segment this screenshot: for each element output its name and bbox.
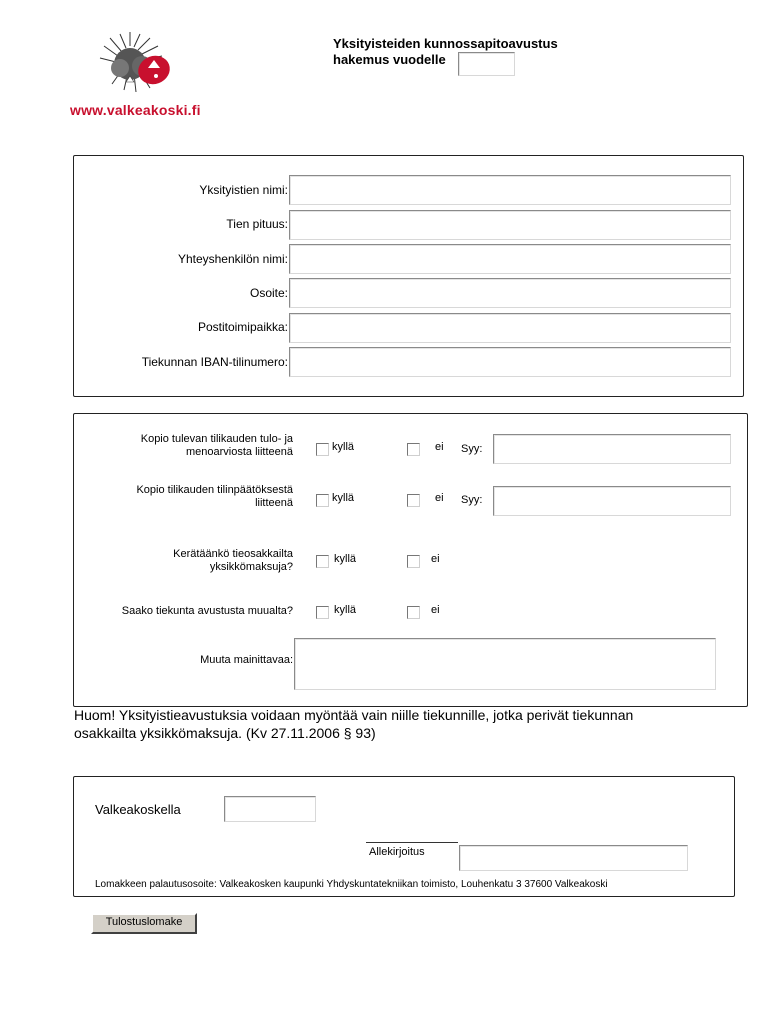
notice-line1: Huom! Yksityistieavustuksia voidaan myöntää vain niille tiekunnille, jotka perivät tiekunnan	[74, 707, 634, 723]
post-office-label: Postitoimipaikka:	[197, 320, 288, 334]
print-form-button[interactable]: Tulostuslomake	[91, 913, 197, 934]
q2-yes-label: kyllä	[332, 492, 355, 504]
road-name-input[interactable]	[289, 175, 731, 205]
q1-yes-label: kyllä	[332, 441, 355, 453]
address-input[interactable]	[289, 278, 731, 308]
q2-no-label: ei	[435, 492, 444, 504]
other-textarea[interactable]	[294, 638, 716, 690]
date-input[interactable]	[224, 796, 316, 822]
q3-yes-checkbox[interactable]	[316, 555, 329, 568]
q3-label-line1: Kerätäänkö tieosakkailta	[173, 548, 293, 560]
logo-url-text: www.valkeakoski.fi	[70, 102, 201, 118]
year-input[interactable]	[458, 52, 515, 76]
q3-label-line2: yksikkömaksuja?	[209, 561, 293, 573]
q2-yes-checkbox[interactable]	[316, 494, 329, 507]
q2-label-line1: Kopio tilikauden tilinpäätöksestä	[136, 484, 293, 496]
signature-line	[366, 842, 458, 843]
q1-reason-label: Syy:	[461, 443, 483, 455]
iban-input[interactable]	[289, 347, 731, 377]
contact-name-input[interactable]	[289, 244, 731, 274]
q2-no-checkbox[interactable]	[407, 494, 420, 507]
other-label: Muuta mainittavaa:	[200, 654, 293, 666]
q2-reason-label: Syy:	[461, 494, 483, 506]
place-label: Valkeakoskella	[95, 802, 181, 817]
form-title-line1: Yksityisteiden kunnossapitoavustus	[333, 36, 558, 51]
q2-label-line2: liitteenä	[255, 497, 293, 509]
return-address: Lomakkeen palautusosoite: Valkeakosken kaupunki Yhdyskuntatekniikan toimisto, Louhenkatu 3 37600 Valkeakoski	[95, 879, 608, 890]
signature-label: Allekirjoitus	[369, 846, 425, 858]
q4-yes-label: kyllä	[334, 604, 357, 616]
form-title-line2: hakemus vuodelle	[333, 52, 446, 67]
q1-no-label: ei	[435, 441, 444, 453]
q1-label-line2: menoarviosta liitteenä	[185, 446, 293, 458]
q4-label: Saako tiekunta avustusta muualta?	[121, 605, 293, 617]
q4-no-label: ei	[431, 604, 440, 616]
road-length-input[interactable]	[289, 210, 731, 240]
signature-input[interactable]	[459, 845, 688, 871]
q4-no-checkbox[interactable]	[407, 606, 420, 619]
road-length-label: Tien pituus:	[226, 217, 288, 231]
contact-name-label: Yhteyshenkilön nimi:	[177, 252, 288, 266]
q3-no-checkbox[interactable]	[407, 555, 420, 568]
q1-label-line1: Kopio tulevan tilikauden tulo- ja	[140, 433, 293, 445]
q1-reason-input[interactable]	[493, 434, 731, 464]
q1-yes-checkbox[interactable]	[316, 443, 329, 456]
q1-no-checkbox[interactable]	[407, 443, 420, 456]
q3-yes-label: kyllä	[334, 553, 357, 565]
road-name-label: Yksityistien nimi:	[199, 183, 288, 197]
q4-yes-checkbox[interactable]	[316, 606, 329, 619]
q3-no-label: ei	[431, 553, 440, 565]
valkeakoski-coat-of-arms-icon	[70, 32, 210, 104]
notice-line2: osakkailta yksikkömaksuja. (Kv 27.11.2006 § 93)	[74, 725, 376, 741]
logo	[70, 32, 210, 122]
address-label: Osoite:	[249, 286, 288, 300]
post-office-input[interactable]	[289, 313, 731, 343]
iban-label: Tiekunnan IBAN-tilinumero:	[141, 355, 288, 369]
q2-reason-input[interactable]	[493, 486, 731, 516]
